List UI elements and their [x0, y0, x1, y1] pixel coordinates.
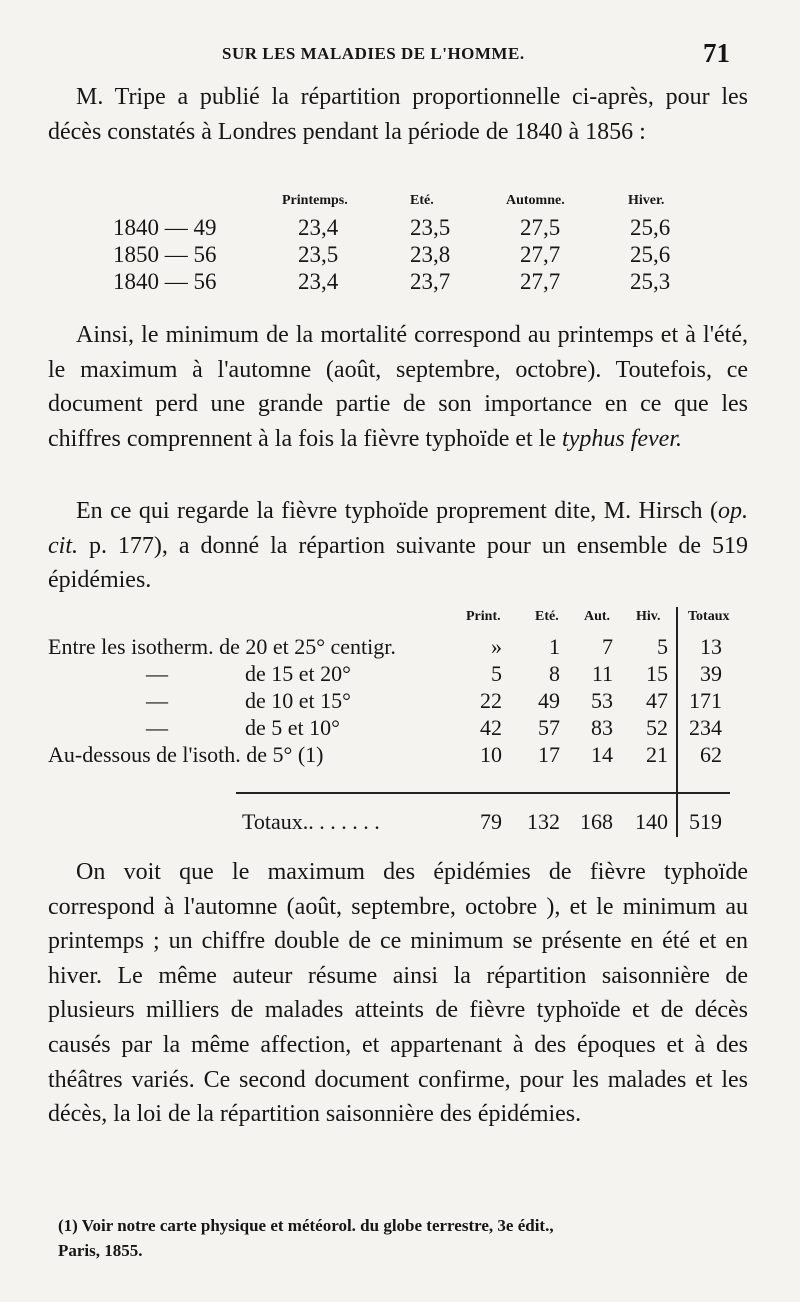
- table2-header-totaux: Totaux: [688, 609, 730, 624]
- table2-column-rule: [676, 607, 678, 837]
- table-cell: 25,3: [630, 269, 671, 294]
- table-cell: 27,5: [520, 215, 561, 240]
- paragraph-minimum: [48, 318, 748, 456]
- italic-term: typhus fever.: [562, 425, 682, 452]
- table2-label: de 5 et 10°: [245, 715, 340, 740]
- table1-period: 1850 — 56: [113, 242, 217, 267]
- table-cell: 47: [646, 688, 668, 713]
- table-cell: 14: [591, 742, 613, 767]
- table2-dash: —: [146, 715, 168, 740]
- table-row: [0, 715, 800, 745]
- table-cell: 5: [657, 634, 668, 659]
- table2-total-rule: [236, 792, 730, 794]
- table1-header-ete: Eté.: [410, 193, 434, 208]
- paragraph-hirsch-text-b: p. 177), a donné la répartion suivante pour un ensemble de 519 épidémies.: [48, 532, 748, 594]
- table2-header-ete: Eté.: [535, 609, 559, 624]
- paragraph-minimum-text: Ainsi, le minimum de la mortalité correspond au printemps et à l'été, le maximum à l'automne (août, septembre, octobre). Toutefois, ce document perd une grande partie de son importance en ce que les chiffres comprennent à la fois la fièvre typhoïde et le: [48, 322, 748, 452]
- table-cell: 7: [602, 634, 613, 659]
- table2-header-print: Print.: [466, 609, 501, 624]
- table-cell: 39: [700, 661, 722, 686]
- table-cell: 25,6: [630, 242, 671, 267]
- table2-dash: —: [146, 661, 168, 686]
- table-cell: 57: [538, 715, 560, 740]
- table-cell: 53: [591, 688, 613, 713]
- table-row: [0, 742, 800, 772]
- paragraph-intro-text: M. Tripe a publié la répartition proportionnelle ci-après, pour les décès constatés à Londres pendant la période de 1840 à 1856 :: [48, 84, 748, 145]
- table-row: [0, 634, 800, 664]
- table2-label: Entre les isotherm. de 20 et 25° centigr.: [48, 634, 396, 659]
- table-cell: 52: [646, 715, 668, 740]
- table-cell: 23,4: [298, 215, 339, 240]
- table-row: [0, 269, 800, 297]
- table-row: [0, 242, 800, 270]
- table-cell: 15: [646, 661, 668, 686]
- table-cell: 27,7: [520, 269, 561, 294]
- paragraph-intro: [48, 80, 748, 149]
- page-header: [0, 38, 800, 74]
- table1-header-automne: Automne.: [506, 193, 565, 208]
- table-cell: 23,5: [298, 242, 339, 267]
- table-row: [0, 688, 800, 718]
- table-cell: 519: [689, 809, 722, 834]
- running-title: SUR LES MALADIES DE L'HOMME.: [222, 44, 525, 63]
- table-cell: 140: [635, 809, 668, 834]
- table2-label: de 15 et 20°: [245, 661, 351, 686]
- table1-period: 1840 — 49: [113, 215, 217, 240]
- paragraph-hirsch: [48, 494, 748, 598]
- table1-header-hiver: Hiver.: [628, 193, 665, 208]
- paragraph-hirsch-text-a: En ce qui regarde la fièvre typhoïde proprement dite, M. Hirsch (: [76, 498, 718, 524]
- table-cell: 23,4: [298, 269, 339, 294]
- table-cell: 22: [480, 688, 502, 713]
- table-cell: 132: [527, 809, 560, 834]
- table-cell: 13: [700, 634, 722, 659]
- paragraph-conclusion-text: On voit que le maximum des épidémies de fièvre typhoïde correspond à l'automne (août, septembre, octobre ), et le minimum au printemps ; un chiffre double de ce minimum se présente en été et en hiver. Le même auteur résume ainsi la répartition saisonnière de plusieurs milliers de malades atteints de fièvre typhoïde et de décès causés par la même affection, et appartenant à des époques et à des théâtres variés. Ce second document confirme, pour les malades et les décès, la loi de la répartition saisonnière des épidémies.: [48, 859, 748, 1128]
- table-cell: 171: [689, 688, 722, 713]
- table2-label: Au-dessous de l'isoth. de 5° (1): [48, 742, 324, 767]
- table-cell: 62: [700, 742, 722, 767]
- table2-total-label: Totaux.. . . . . . .: [242, 809, 380, 834]
- table-cell: 23,7: [410, 269, 451, 294]
- table-row: [0, 215, 800, 243]
- table-cell: 168: [580, 809, 613, 834]
- table1-header-printemps: Printemps.: [282, 193, 348, 208]
- table-cell: 83: [591, 715, 613, 740]
- table-total-row: [0, 809, 800, 839]
- table-cell: 11: [591, 661, 613, 686]
- table-cell: 27,7: [520, 242, 561, 267]
- table-cell: »: [491, 634, 502, 659]
- table2-header-hiv: Hiv.: [636, 609, 661, 624]
- table-cell: 1: [549, 634, 560, 659]
- table-cell: 21: [646, 742, 668, 767]
- table1-period: 1840 — 56: [113, 269, 217, 294]
- table-cell: 8: [549, 661, 560, 686]
- table-cell: 42: [480, 715, 502, 740]
- table-cell: 49: [538, 688, 560, 713]
- footnote: (1) Voir notre carte physique et météorol. du globe terrestre, 3e édit.,: [58, 1216, 554, 1235]
- table-cell: 234: [689, 715, 722, 740]
- table2-header-aut: Aut.: [584, 609, 611, 624]
- table-cell: 79: [480, 809, 502, 834]
- italic-citation: op. cit.: [48, 498, 748, 559]
- footnote-continued: Paris, 1855.: [58, 1241, 143, 1260]
- table-cell: 10: [480, 742, 502, 767]
- table-cell: 23,8: [410, 242, 451, 267]
- table-cell: 17: [538, 742, 560, 767]
- table-row: [0, 661, 800, 691]
- table2-label: de 10 et 15°: [245, 688, 351, 713]
- table-cell: 23,5: [410, 215, 451, 240]
- table-cell: 5: [491, 661, 502, 686]
- table2-dash: —: [146, 688, 168, 713]
- table-cell: 25,6: [630, 215, 671, 240]
- page-number: 71: [703, 38, 730, 68]
- paragraph-conclusion: [48, 855, 748, 1132]
